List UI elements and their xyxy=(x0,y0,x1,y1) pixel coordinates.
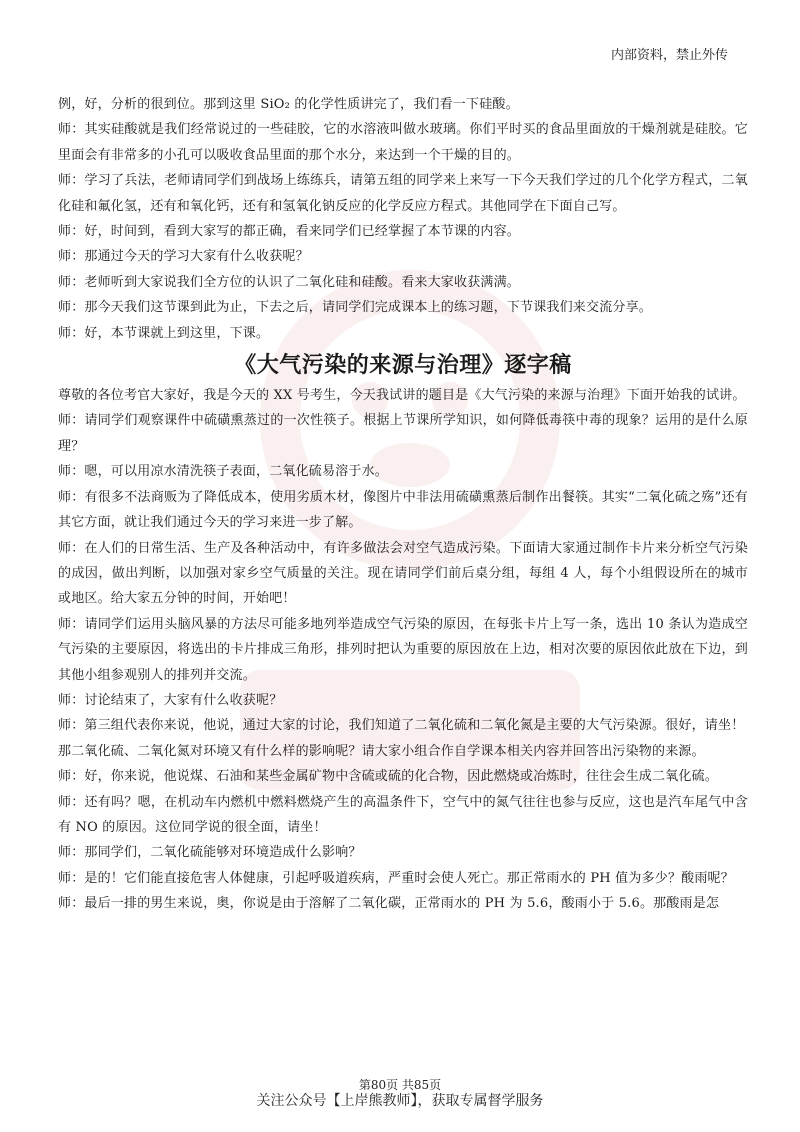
footer-promo: 关注公众号【上岸熊教师】，获取专属督学服务 xyxy=(256,1093,544,1109)
paragraph: 例，好，分析的很到位。那到这里 SiO₂ 的化学性质讲完了，我们看一下硅酸。 xyxy=(58,97,519,112)
paragraph: 师：那今天我们这节课到此为止，下去之后，请同学们完成课本上的练习题，下节课我们来交流分享。 xyxy=(58,300,653,316)
paragraph: 师：是的！它们能直接危害人体健康，引起呼吸道疾病，严重时会使人死亡。那正常雨水的 PH 值为多少？酸雨呢？ xyxy=(58,870,734,886)
paragraph: 师：学习了兵法，老师请同学们到战场上练练兵，请第五组的同学来上来写一下今天我们学过的几个化学方程式，二氧化硅和氟化氢，还有和氧化钙，还有和氢氧化钠反应的化学反应方程式。其他同学在下面自己写。 xyxy=(58,173,748,214)
paragraph: 师：嗯，可以用凉水清洗筷子表面，二氧化硫易溶于水。 xyxy=(58,464,389,480)
header-note: 内部资料，禁止外传 xyxy=(610,48,728,63)
section-title: 《大气污染的来源与治理》逐字稿 xyxy=(234,352,572,379)
paragraph: 尊敬的各位考官大家好，我是今天的 XX 号考生，今天我试讲的题目是《大气污染的来源与治理》下面开始我的试讲。 xyxy=(58,388,746,404)
paragraph: 师：那通过今天的学习大家有什么收获呢？ xyxy=(58,249,309,265)
paragraph: 那二氧化硫、二氧化氮对环境又有什么样的影响呢？请大家小组合作自学课本相关内容并回答出污染物的来源。 xyxy=(58,743,705,759)
paragraph: 师：老师听到大家说我们全方位的认识了二氧化硅和硅酸。看来大家收获满满。 xyxy=(58,274,521,290)
paragraph: 师：好，你来说，他说煤、石油和某些金属矿物中含硫或硫的化合物，因此燃烧或冶炼时，往往会生成二氧化硫。 xyxy=(58,769,719,785)
page-number: 第80页 共85页 xyxy=(358,1078,442,1092)
paragraph: 师：在人们的日常生活、生产及各种活动中，有许多做法会对空气造成污染。下面请大家通过制作卡片来分析空气污染的成因，做出判断，以加强对家乡空气质量的关注。现在请同学们前后桌分组，每组 4 人，每个小组假设所在的城市或地区。给大家五分钟的时间，开始吧！ xyxy=(58,540,748,607)
paragraph: 师：有很多不法商贩为了降低成本，使用劣质木材，像图片中非法用硫磺熏蒸后制作出餐筷。其实“二氧化硫之殇”还有其它方面，就让我们通过今天的学习来进一步了解。 xyxy=(58,489,748,531)
paragraph: 师：请同学们观察课件中硫磺熏蒸过的一次性筷子。根据上节课所学知识，如何降低毒筷中毒的现象？运用的是什么原理？ xyxy=(58,413,748,454)
paragraph: 师：还有吗？嗯，在机动车内燃机中燃料燃烧产生的高温条件下，空气中的氮气往往也参与反应，这也是汽车尾气中含有 NO 的原因。这位同学说的很全面，请坐！ xyxy=(58,794,748,835)
paragraph: 师：第三组代表你来说，他说，通过大家的讨论，我们知道了二氧化硫和二氧化氮是主要的大气污染源。很好，请坐！ xyxy=(58,718,745,734)
paragraph: 师：最后一排的男生来说，奥，你说是由于溶解了二氧化碳，正常雨水的 PH 为 5.6，酸雨小于 5.6。那酸雨是怎 xyxy=(58,896,720,912)
paragraph: 师：好，本节课就上到这里，下课。 xyxy=(58,325,270,341)
document-body xyxy=(58,92,748,917)
page-footer xyxy=(0,1078,800,1110)
paragraph: 师：那同学们，二氧化硫能够对环境造成什么影响？ xyxy=(58,845,362,861)
paragraph: 师：好，时间到，看到大家写的都正确，看来同学们已经掌握了本节课的内容。 xyxy=(58,224,521,240)
paragraph: 师：其实硅酸就是我们经常说过的一些硅胶，它的水溶液叫做水玻璃。你们平时买的食品里面放的干燥剂就是硅胶。它里面会有非常多的小孔可以吸收食品里面的那个水分，来达到一个干燥的目的。 xyxy=(58,122,748,163)
paragraph: 师：请同学们运用头脑风暴的方法尽可能多地列举造成空气污染的原因，在每张卡片上写一条，选出 10 条认为造成空气污染的主要原因，将选出的卡片排成三角形，排列时把认为重要的原因放在上边，相对次要的原因依此放在下边，到其他小组参观别人的排列并交流。 xyxy=(58,616,748,683)
paragraph: 师：讨论结束了，大家有什么收获呢？ xyxy=(58,692,283,708)
